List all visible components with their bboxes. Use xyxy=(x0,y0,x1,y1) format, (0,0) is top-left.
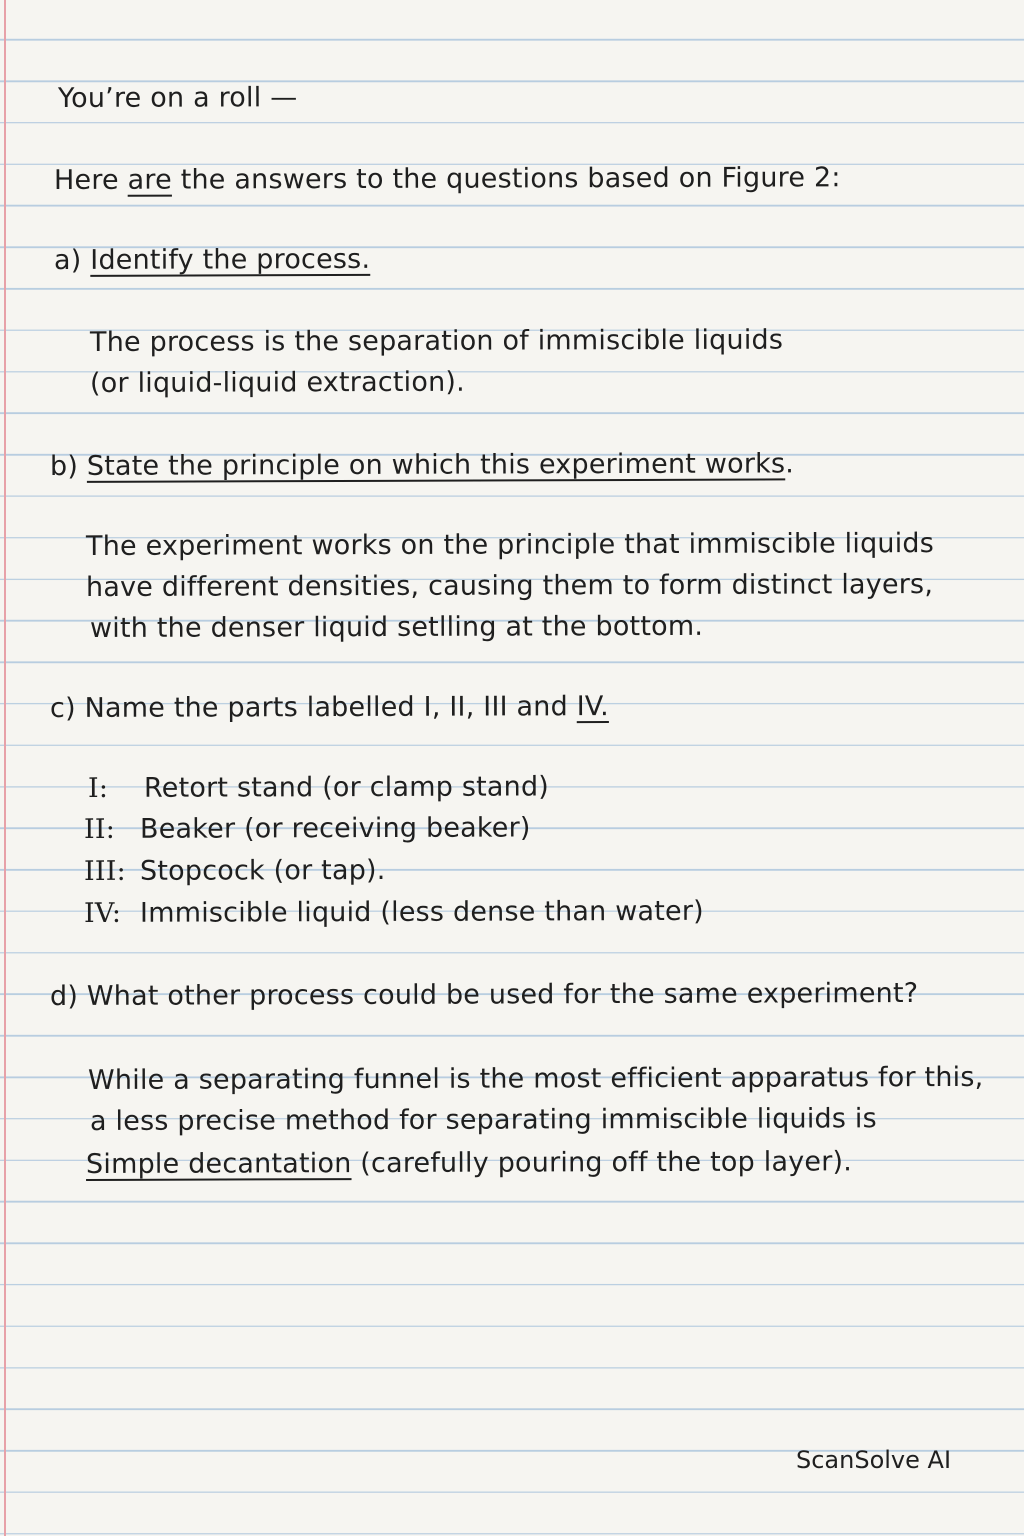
question-d-prefix: d) xyxy=(49,980,87,1012)
question-b-prompt-after: . xyxy=(785,448,795,480)
answer-b-line-1-text: The experiment works on the principle that immiscible liquids xyxy=(85,528,935,562)
question-a-prompt-underlined: Identify the process. xyxy=(90,243,371,276)
question-c-prefix: c) xyxy=(49,692,85,724)
greeting xyxy=(58,81,298,116)
question-c-prompt-before: Name the parts labelled I, II, III and xyxy=(84,691,577,724)
brand-signature-text: ScanSolve AI xyxy=(796,1446,952,1474)
part-i-value: Retort stand (or clamp stand) xyxy=(143,771,550,804)
question-b-prompt-underlined: State the principle on which this experiment works xyxy=(86,448,786,482)
part-ii xyxy=(84,811,531,847)
answer-d-line-1-text: While a separating funnel is the most efficient apparatus for this, xyxy=(87,1061,984,1096)
part-i xyxy=(88,770,549,806)
question-c-prompt xyxy=(50,690,609,726)
question-d-prompt-text: What other process could be used for the same experiment? xyxy=(86,977,919,1012)
answer-d-line-2 xyxy=(90,1102,877,1139)
intro-lead-after: the answers to the questions based on Figure 2: xyxy=(171,162,841,196)
part-iii-label: III: xyxy=(83,855,126,887)
intro-lead-before: Here xyxy=(53,164,128,196)
brand-signature xyxy=(796,1444,951,1476)
intro-lead xyxy=(54,161,841,198)
part-iv-value: Immiscible liquid (less dense than water) xyxy=(139,895,704,929)
answer-d-line-2-text: a less precise method for separating immiscible liquids is xyxy=(89,1103,877,1137)
part-iv-label: IV: xyxy=(83,897,122,929)
answer-d-line-3 xyxy=(86,1145,852,1182)
part-iv xyxy=(84,895,704,931)
margin-line xyxy=(4,0,6,1536)
answer-a-line-1-text: The process is the separation of immiscible liquids xyxy=(89,324,784,358)
answer-a-line-2 xyxy=(90,366,465,401)
answer-a-line-2-text: (or liquid-liquid extraction). xyxy=(89,366,465,399)
answer-a-line-1 xyxy=(90,324,783,360)
part-i-label: I: xyxy=(87,772,109,804)
question-a-prompt xyxy=(54,243,370,278)
intro-lead-underlined: are xyxy=(127,164,172,196)
answer-b-line-3-text: with the denser liquid setlling at the bottom. xyxy=(89,610,704,644)
question-b-prefix: b) xyxy=(49,450,87,482)
answer-d-underlined: Simple decantation xyxy=(85,1148,352,1180)
question-a-prefix: a) xyxy=(53,244,91,276)
greeting-text: You’re on a roll — xyxy=(57,82,298,114)
question-d-prompt xyxy=(50,977,918,1014)
part-iii-value: Stopcock (or tap). xyxy=(139,854,386,887)
part-ii-value: Beaker (or receiving beaker) xyxy=(139,812,531,845)
question-c-prompt-underlined: IV. xyxy=(576,691,609,723)
answer-b-line-1 xyxy=(86,527,934,564)
answer-b-line-2-text: have different densities, causing them to form distinct layers, xyxy=(85,569,934,603)
part-ii-label: II: xyxy=(83,813,116,845)
answer-d-line-1 xyxy=(88,1061,984,1098)
question-b-prompt xyxy=(50,447,794,484)
answer-d-line-3-after: (carefully pouring off the top layer). xyxy=(351,1146,853,1180)
answer-b-line-3 xyxy=(90,610,703,646)
answer-b-line-2 xyxy=(86,568,933,605)
part-iii xyxy=(84,854,386,889)
